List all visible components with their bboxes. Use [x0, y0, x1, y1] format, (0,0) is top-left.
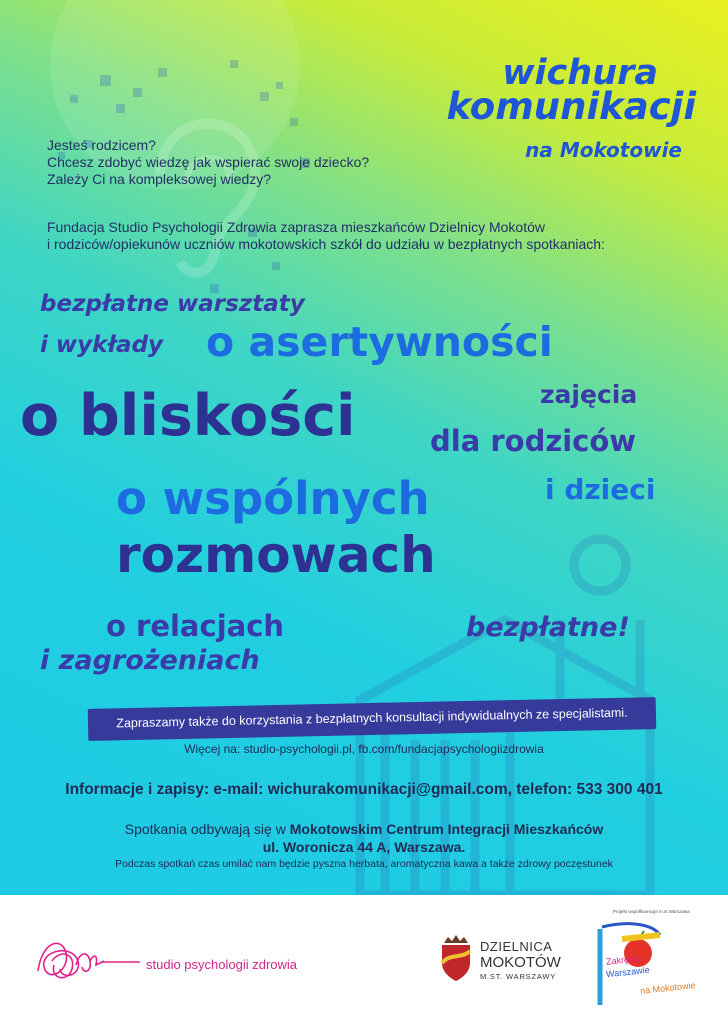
studio-signature-logo-icon — [32, 931, 142, 991]
zakrecaj-text-3: na Mokotowie — [639, 980, 696, 996]
venue-line-1 — [0, 821, 728, 837]
banner-text: Zapraszamy także do korzystania z bezpłatnych konsultacji indywidualnych ze specjalistami. — [116, 705, 628, 731]
zakrecaj-text-2: Warszawie — [605, 964, 651, 980]
venue-prefix: Spotkania odbywają się w — [124, 821, 290, 837]
cloud-common: i dzieci — [545, 473, 656, 506]
cloud-threats: i zagrożeniach — [40, 645, 260, 676]
cloud-closeness: o bliskości — [20, 383, 356, 449]
cloud-assertiveness: o asertywności — [206, 318, 553, 366]
footer — [0, 895, 728, 1024]
zakrecaj-text-1: Zakręcaj — [605, 953, 641, 967]
district-line-3: M.ST. WARSZAWY — [480, 972, 557, 981]
venue-name: Mokotowskim Centrum Integracji Mieszkańców — [289, 821, 604, 837]
intro-paragraph-1: Fundacja Studio Psychologii Zdrowia zaprasza mieszkańców Dzielnicy Mokotów — [47, 219, 545, 235]
cloud-lectures: i wykłady — [40, 332, 164, 358]
district-line-1: DZIELNICA — [480, 939, 553, 954]
mokotow-coat-of-arms-icon — [438, 933, 474, 983]
cloud-talks: rozmowach — [116, 526, 436, 584]
cloud-for-parents: dla rodziców — [430, 424, 637, 458]
contact-line: Informacje i zapisy: e-mail: wichurakomunikacji@gmail.com, telefon: 533 300 401 — [65, 781, 663, 798]
studio-name: studio psychologii zdrowia — [146, 957, 298, 972]
title-line-2: komunikacji — [446, 85, 696, 128]
cloud-free: bezpłatne! — [466, 612, 630, 643]
intro-question-2: Chcesz zdobyć wiedzę jak wspierać swoje dziecko? — [47, 154, 370, 170]
cloud-classes: zajęcia — [540, 380, 638, 409]
title-line-1: wichura — [502, 53, 658, 93]
intro-question-3: Zależy Ci na kompleksowej wiedzy? — [47, 171, 272, 187]
venue-address: ul. Woronicza 44 A, Warszawa. — [262, 839, 466, 855]
cloud-relations: o relacjach — [106, 609, 285, 643]
district-line-2: MOKOTÓW — [480, 954, 561, 971]
intro-question-1: Jesteś rodzicem? — [47, 137, 156, 153]
cloud-free-workshops: bezpłatne warsztaty — [40, 291, 305, 317]
cloud-conversations: o wspólnych — [116, 472, 430, 525]
more-info-line: Więcej na: studio-psychologii.pl, fb.com/fundacjapsychologiizdrowia — [184, 742, 544, 756]
project-funding-note: Projekt współfinansuje m.st.Warszawa — [613, 909, 690, 914]
intro-paragraph-2: i rodziców/opiekunów uczniów mokotowskich szkół do udziału w bezpłatnych spotkaniach: — [47, 236, 605, 252]
title-line-3: na Mokotowie — [525, 138, 682, 162]
refreshments-note: Podczas spotkań czas umilać nam będzie pyszna herbata, aromatyczna kawa a także zdrowy poczęstunek — [115, 858, 613, 870]
